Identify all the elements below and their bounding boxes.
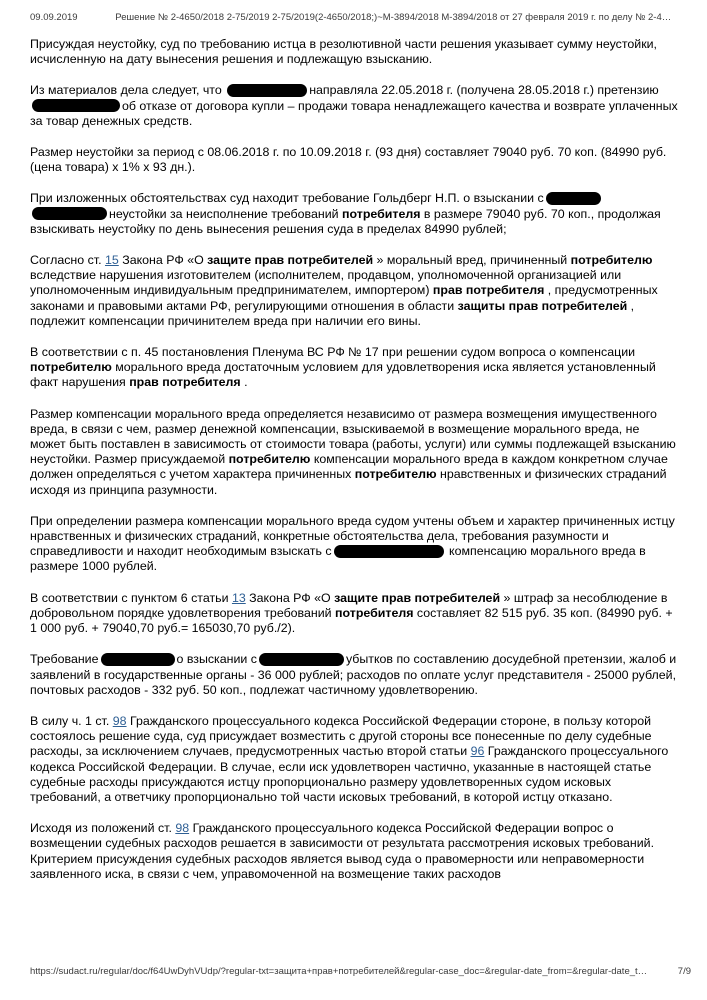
source-url: https://sudact.ru/regular/doc/f64UwDyhVUdp/?regular-txt=защита+прав+потребителей&regular-case_doc=&regular-date_from=&regular-date_t… xyxy=(30,966,648,977)
bold-text: защите прав потребителей xyxy=(334,590,501,605)
text-run: об отказе от договора купли – продажи товара ненадлежащего качества и возврате уплаченных за товар денежных средств. xyxy=(30,98,678,128)
bold-text: потребителя xyxy=(342,206,421,221)
text-run: неустойки за неисполнение требований xyxy=(109,206,343,221)
bold-text: прав потребителя xyxy=(129,375,241,390)
paragraph xyxy=(30,591,678,637)
text-run: » штраф за несоблюдение в добровольном порядке удовлетворения требований xyxy=(30,590,668,620)
text-run: Присуждая неустойку, суд по требованию истца в резолютивной части решения указывает сумму неустойки, исчисленную на дату вынесения решения и подлежащую взысканию. xyxy=(30,37,657,67)
statute-link[interactable]: 15 xyxy=(104,253,119,268)
text-run: нравственных и физических страданий исходя из принципа разумности. xyxy=(30,467,667,497)
text-run: В соответствии с п. 45 постановления Пленума ВС РФ № 17 при решении судом вопроса о компенсации xyxy=(30,345,636,360)
bold-text: защите прав потребителей xyxy=(207,253,374,268)
bold-text: прав потребителя xyxy=(432,283,545,298)
paragraph xyxy=(30,714,678,805)
text-run: , предусмотренных законами и правовыми актами РФ, регулирующими отношения в области xyxy=(30,283,658,313)
text-run: » моральный вред, причиненный xyxy=(373,253,571,268)
print-footer xyxy=(30,966,691,977)
paragraph xyxy=(30,83,678,129)
statute-link[interactable]: 13 xyxy=(231,590,246,605)
bold-text: потребителю xyxy=(228,452,311,467)
text-run: компенсации морального вреда в каждом конкретном случае должен определяться с учетом характера причиненных xyxy=(30,452,668,482)
document-body xyxy=(30,37,678,898)
bold-text: потребителю xyxy=(30,360,112,375)
text-run: вследствие нарушения изготовителем (исполнителем, продавцом, уполномоченной организацией или уполномоченным индивидуальным предпринимателем, импортером) xyxy=(30,268,622,298)
text-run: Закона РФ «О xyxy=(245,590,335,605)
text-run: о взыскании с xyxy=(176,652,257,667)
redacted-text xyxy=(32,207,107,220)
paragraph xyxy=(30,145,678,175)
paragraph xyxy=(30,253,678,329)
bold-text: защиты прав потребителей xyxy=(457,298,628,313)
text-run: Гражданского процессуального кодекса Российской Федерации стороне, в пользу которой состоялось решение суда, суд присуждает возместить с другой стороны все понесенные по делу судебные расходы, за исключением случаев, предусмотренных частью второй статьи xyxy=(30,713,652,759)
text-run: . xyxy=(240,375,248,390)
paragraph xyxy=(30,345,678,391)
paragraph xyxy=(30,191,678,237)
text-run: компенсацию морального вреда в размере 1000 рублей. xyxy=(30,544,646,574)
paragraph xyxy=(30,652,678,698)
text-run: Исходя из положений ст. xyxy=(30,821,176,836)
text-run: Закона РФ «О xyxy=(118,253,208,268)
text-run: , подлежит компенсации причинителем вреда при наличии его вины. xyxy=(30,298,635,328)
text-run: Согласно ст. xyxy=(30,253,105,268)
text-run: В соответствии с пунктом 6 статьи xyxy=(30,590,232,605)
paragraph xyxy=(30,37,678,67)
text-run: Размер неустойки за период с 08.06.2018 г. по 10.09.2018 г. (93 дня) составляет 79040 руб. 70 коп. (84990 руб. (цена товара) х 1% х 93 дн.). xyxy=(30,145,667,175)
statute-link[interactable]: 98 xyxy=(175,821,190,836)
document-title: Решение № 2-4650/2018 2-75/2019 2-75/2019(2-4650/2018;)~М-3894/2018 М-3894/2018 от 27 февраля 2019 г. по делу № 2-4… xyxy=(115,12,672,23)
paragraph xyxy=(30,407,678,498)
text-run: направляла 22.05.2018 г. (получена 28.05.2018 г.) претензию xyxy=(309,83,659,98)
text-run: морального вреда достаточным условием для удовлетворения иска является установленный факт нарушения xyxy=(30,360,656,390)
statute-link[interactable]: 96 xyxy=(470,744,485,759)
bold-text: потребителю xyxy=(354,467,437,482)
bold-text: потребителю xyxy=(570,253,653,268)
statute-link[interactable]: 98 xyxy=(112,713,127,728)
redacted-text xyxy=(32,99,120,112)
text-run: убытков по составлению досудебной претензии, жалоб и заявлений в государственные органы - 36 000 рублей; расходов по оплате услуг представителя - 25000 рублей, почтовых расходов - 332 руб. 50 коп., подлежат частичному удовлетворению. xyxy=(30,652,677,697)
redacted-text xyxy=(259,653,344,666)
text-run: При изложенных обстоятельствах суд находит требование Гольдберг Н.П. о взыскании с xyxy=(30,191,544,206)
paragraph xyxy=(30,514,678,575)
paragraph xyxy=(30,821,678,882)
print-date: 09.09.2019 xyxy=(30,12,78,23)
redacted-text xyxy=(546,192,601,205)
text-run: В силу ч. 1 ст. xyxy=(30,713,113,728)
bold-text: потребителя xyxy=(335,605,414,620)
text-run: составляет 82 515 руб. 35 коп. (84990 руб. + 1 000 руб. + 79040,70 руб.= 165030,70 руб./2). xyxy=(30,605,673,636)
text-run: Гражданского процессуального кодекса Российской Федерации. В случае, если иск удовлетворен частично, указанные в настоящей статье судебные расходы присуждаются истцу пропорционально размеру удовлетворенных судом исковых требований, а ответчику пропорционально той части исковых требований, в которой истцу отказано. xyxy=(30,744,669,804)
redacted-text xyxy=(101,653,175,666)
redacted-text xyxy=(227,84,307,97)
redacted-text xyxy=(334,545,444,558)
print-header xyxy=(30,12,691,23)
text-run: Из материалов дела следует, что xyxy=(30,83,226,98)
text-run: При определении размера компенсации морального вреда судом учтены объем и характер причиненных истцу нравственных и физических страданий, конкретные обстоятельства дела, требования разумности и справедливости и находит необходимым взыскать с xyxy=(30,513,675,559)
text-run: Требование xyxy=(30,652,99,667)
text-run: Размер компенсации морального вреда определяется независимо от размера возмещения имущественного вреда, в связи с чем, размер денежной компенсации, взыскиваемой в возмещение морального вреда, не может быть поставлен в зависимость от стоимости товара (работы, услуги) или суммы подлежащей взысканию неустойки. Размер присуждаемой xyxy=(30,406,676,467)
text-run: в размере 79040 руб. 70 коп., продолжая взыскивать неустойку по день вынесения решения суда в пределах 84990 рублей; xyxy=(30,206,661,236)
text-run: Гражданского процессуального кодекса Российской Федерации вопрос о возмещении судебных расходов решается в зависимости от результата рассмотрения исковых требований. Критерием присуждения судебных расходов является вывод суда о правомерности или неправомерности заявленного иска, в связи с чем, управомоченной на возмещение таких расходов xyxy=(30,821,655,881)
page-number: 7/9 xyxy=(677,966,691,977)
